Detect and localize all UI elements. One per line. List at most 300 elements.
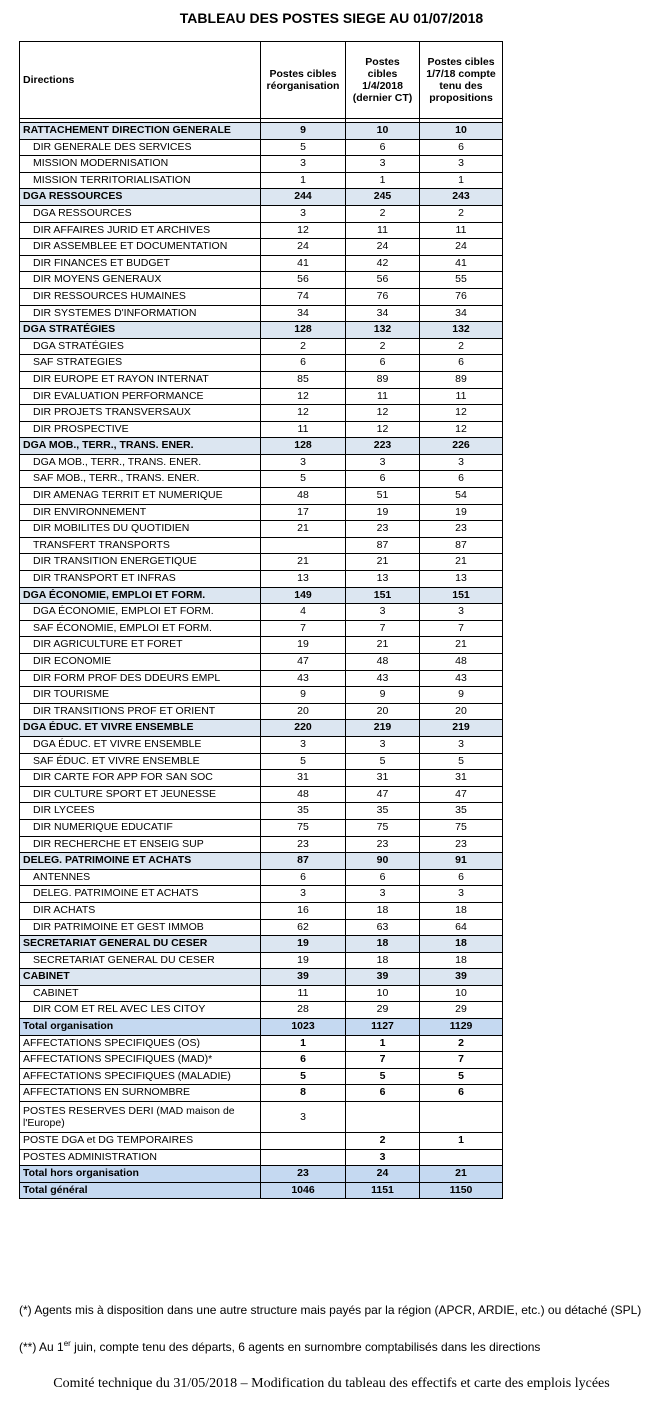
value-reorg xyxy=(261,1133,346,1150)
direction-label: SECRETARIAT GENERAL DU CESER xyxy=(20,936,261,953)
table-row xyxy=(20,604,503,621)
direction-label: CABINET xyxy=(20,969,261,986)
direction-label: DGA MOB., TERR., TRANS. ENER. xyxy=(20,438,261,455)
value-april: 76 xyxy=(346,288,420,305)
value-july: 18 xyxy=(420,952,503,969)
value-april: 43 xyxy=(346,670,420,687)
positions-table xyxy=(19,41,503,1199)
value-july: 3 xyxy=(420,454,503,471)
value-july: 24 xyxy=(420,239,503,256)
value-reorg: 43 xyxy=(261,670,346,687)
value-reorg: 244 xyxy=(261,189,346,206)
value-april: 6 xyxy=(346,139,420,156)
direction-label: AFFECTATIONS SPECIFIQUES (OS) xyxy=(20,1035,261,1052)
value-reorg: 11 xyxy=(261,421,346,438)
direction-label: DIR PROJETS TRANSVERSAUX xyxy=(20,405,261,422)
value-july: 10 xyxy=(420,985,503,1002)
direction-label: DIR ACHATS xyxy=(20,902,261,919)
value-july: 18 xyxy=(420,902,503,919)
direction-label: DIR ENVIRONNEMENT xyxy=(20,504,261,521)
value-april: 151 xyxy=(346,587,420,604)
table-row xyxy=(20,703,503,720)
value-reorg: 17 xyxy=(261,504,346,521)
table-row xyxy=(20,156,503,173)
value-reorg: 3 xyxy=(261,736,346,753)
value-reorg: 75 xyxy=(261,819,346,836)
table-row xyxy=(20,1102,503,1133)
value-reorg: 35 xyxy=(261,803,346,820)
value-april: 219 xyxy=(346,720,420,737)
value-july: 10 xyxy=(420,123,503,140)
direction-label: MISSION MODERNISATION xyxy=(20,156,261,173)
table-row xyxy=(20,172,503,189)
page-footer: Comité technique du 31/05/2018 – Modification du tableau des effectifs et carte des emplois lycées xyxy=(53,1376,610,1391)
value-april: 29 xyxy=(346,1002,420,1019)
value-april: 39 xyxy=(346,969,420,986)
value-april: 21 xyxy=(346,554,420,571)
table-row xyxy=(20,1068,503,1085)
group-row xyxy=(20,322,503,339)
table-row xyxy=(20,272,503,289)
value-july: 1 xyxy=(420,1133,503,1150)
direction-label: SAF ÉCONOMIE, EMPLOI ET FORM. xyxy=(20,620,261,637)
value-april: 21 xyxy=(346,637,420,654)
value-july: 48 xyxy=(420,654,503,671)
value-july: 6 xyxy=(420,355,503,372)
value-july xyxy=(420,1102,503,1133)
value-reorg: 5 xyxy=(261,753,346,770)
value-reorg: 4 xyxy=(261,604,346,621)
value-july xyxy=(420,1149,503,1166)
direction-label: DGA ÉCONOMIE, EMPLOI ET FORM. xyxy=(20,587,261,604)
value-july: 6 xyxy=(420,139,503,156)
header-target-july: Postes cibles 1/7/18 compte tenu des propositions xyxy=(420,42,503,119)
value-reorg: 6 xyxy=(261,1052,346,1069)
value-april: 47 xyxy=(346,786,420,803)
value-april: 18 xyxy=(346,952,420,969)
value-reorg: 6 xyxy=(261,355,346,372)
value-april: 3 xyxy=(346,886,420,903)
direction-label: DGA ÉDUC. ET VIVRE ENSEMBLE xyxy=(20,720,261,737)
value-april: 19 xyxy=(346,504,420,521)
table-row xyxy=(20,388,503,405)
value-reorg: 7 xyxy=(261,620,346,637)
value-reorg: 5 xyxy=(261,471,346,488)
value-july: 1150 xyxy=(420,1182,503,1199)
table-row xyxy=(20,869,503,886)
table-row xyxy=(20,504,503,521)
value-april: 2 xyxy=(346,205,420,222)
value-april: 3 xyxy=(346,604,420,621)
value-april: 2 xyxy=(346,338,420,355)
value-reorg: 41 xyxy=(261,255,346,272)
value-april: 5 xyxy=(346,1068,420,1085)
table-row xyxy=(20,919,503,936)
value-reorg xyxy=(261,1149,346,1166)
direction-label: POSTES RESERVES DERI (MAD maison de l'Europe) xyxy=(20,1102,261,1133)
value-reorg: 1 xyxy=(261,1035,346,1052)
value-reorg: 6 xyxy=(261,869,346,886)
direction-label: DIR NUMERIQUE EDUCATIF xyxy=(20,819,261,836)
value-july: 1 xyxy=(420,172,503,189)
value-reorg: 56 xyxy=(261,272,346,289)
value-reorg: 149 xyxy=(261,587,346,604)
value-april: 11 xyxy=(346,388,420,405)
direction-label: DIR EVALUATION PERFORMANCE xyxy=(20,388,261,405)
value-april: 90 xyxy=(346,853,420,870)
value-reorg: 1 xyxy=(261,172,346,189)
table-row xyxy=(20,770,503,787)
direction-label: SECRETARIAT GENERAL DU CESER xyxy=(20,952,261,969)
total-row xyxy=(20,1019,503,1036)
value-april: 10 xyxy=(346,985,420,1002)
value-april: 245 xyxy=(346,189,420,206)
value-reorg: 19 xyxy=(261,936,346,953)
value-reorg: 12 xyxy=(261,222,346,239)
direction-label: DGA STRATÉGIES xyxy=(20,322,261,339)
direction-label: DIR MOBILITES DU QUOTIDIEN xyxy=(20,521,261,538)
value-july: 21 xyxy=(420,637,503,654)
direction-label: DIR ASSEMBLEE ET DOCUMENTATION xyxy=(20,239,261,256)
direction-label: DIR AGRICULTURE ET FORET xyxy=(20,637,261,654)
table-row xyxy=(20,753,503,770)
table-row xyxy=(20,338,503,355)
value-july: 35 xyxy=(420,803,503,820)
value-april: 11 xyxy=(346,222,420,239)
header-directions: Directions xyxy=(20,42,261,119)
value-july: 3 xyxy=(420,156,503,173)
direction-label: POSTES ADMINISTRATION xyxy=(20,1149,261,1166)
value-reorg: 9 xyxy=(261,123,346,140)
value-july: 2 xyxy=(420,338,503,355)
value-april: 1 xyxy=(346,1035,420,1052)
value-reorg: 11 xyxy=(261,985,346,1002)
value-july: 87 xyxy=(420,537,503,554)
direction-label: DIR FORM PROF DES DDEURS EMPL xyxy=(20,670,261,687)
value-april: 6 xyxy=(346,1085,420,1102)
table-row xyxy=(20,255,503,272)
value-april: 18 xyxy=(346,902,420,919)
value-july: 7 xyxy=(420,620,503,637)
direction-label: RATTACHEMENT DIRECTION GENERALE xyxy=(20,123,261,140)
value-reorg: 12 xyxy=(261,388,346,405)
value-april: 132 xyxy=(346,322,420,339)
table-row xyxy=(20,819,503,836)
direction-label: DIR CARTE FOR APP FOR SAN SOC xyxy=(20,770,261,787)
value-reorg: 8 xyxy=(261,1085,346,1102)
value-reorg: 87 xyxy=(261,853,346,870)
value-july: 23 xyxy=(420,521,503,538)
value-april: 7 xyxy=(346,1052,420,1069)
value-reorg: 128 xyxy=(261,438,346,455)
value-april: 48 xyxy=(346,654,420,671)
value-april: 87 xyxy=(346,537,420,554)
direction-label: Total général xyxy=(20,1182,261,1199)
direction-label: SAF MOB., TERR., TRANS. ENER. xyxy=(20,471,261,488)
value-july: 6 xyxy=(420,869,503,886)
direction-label: DIR TOURISME xyxy=(20,687,261,704)
value-april: 1 xyxy=(346,172,420,189)
value-reorg: 13 xyxy=(261,571,346,588)
value-reorg: 47 xyxy=(261,654,346,671)
table-row xyxy=(20,305,503,322)
value-july: 89 xyxy=(420,371,503,388)
value-reorg: 3 xyxy=(261,886,346,903)
header-target-reorg: Postes cibles réorganisation xyxy=(261,42,346,119)
group-row xyxy=(20,587,503,604)
value-april: 42 xyxy=(346,255,420,272)
table-row xyxy=(20,222,503,239)
direction-label: Total hors organisation xyxy=(20,1166,261,1183)
direction-label: DIR MOYENS GENERAUX xyxy=(20,272,261,289)
table-row xyxy=(20,537,503,554)
table-row xyxy=(20,205,503,222)
direction-label: DELEG. PATRIMOINE ET ACHATS xyxy=(20,853,261,870)
value-reorg: 5 xyxy=(261,1068,346,1085)
value-april: 13 xyxy=(346,571,420,588)
table-row xyxy=(20,355,503,372)
footnote-2-prefix: (**) Au 1 xyxy=(19,1340,64,1354)
table-row xyxy=(20,405,503,422)
value-reorg: 28 xyxy=(261,1002,346,1019)
value-july: 6 xyxy=(420,471,503,488)
value-april: 34 xyxy=(346,305,420,322)
value-reorg: 3 xyxy=(261,156,346,173)
direction-label: DGA MOB., TERR., TRANS. ENER. xyxy=(20,454,261,471)
value-reorg: 12 xyxy=(261,405,346,422)
value-july: 75 xyxy=(420,819,503,836)
table-row xyxy=(20,985,503,1002)
value-april: 63 xyxy=(346,919,420,936)
value-july: 6 xyxy=(420,1085,503,1102)
direction-label: DIR GENERALE DES SERVICES xyxy=(20,139,261,156)
direction-label: MISSION TERRITORIALISATION xyxy=(20,172,261,189)
direction-label: DGA ÉCONOMIE, EMPLOI ET FORM. xyxy=(20,604,261,621)
table-row xyxy=(20,736,503,753)
table-row xyxy=(20,687,503,704)
value-april: 89 xyxy=(346,371,420,388)
value-reorg: 23 xyxy=(261,836,346,853)
table-row xyxy=(20,454,503,471)
value-reorg: 74 xyxy=(261,288,346,305)
value-april: 3 xyxy=(346,156,420,173)
table-row xyxy=(20,554,503,571)
table-row xyxy=(20,886,503,903)
table-row xyxy=(20,952,503,969)
value-july: 7 xyxy=(420,1052,503,1069)
direction-label: DIR RESSOURCES HUMAINES xyxy=(20,288,261,305)
direction-label: DIR LYCEES xyxy=(20,803,261,820)
header-target-april: Postes cibles 1/4/2018 (dernier CT) xyxy=(346,42,420,119)
value-reorg: 21 xyxy=(261,554,346,571)
value-july: 3 xyxy=(420,736,503,753)
value-july: 18 xyxy=(420,936,503,953)
value-reorg: 34 xyxy=(261,305,346,322)
value-reorg: 19 xyxy=(261,952,346,969)
value-april: 23 xyxy=(346,521,420,538)
value-july: 23 xyxy=(420,836,503,853)
value-reorg: 21 xyxy=(261,521,346,538)
value-july: 243 xyxy=(420,189,503,206)
value-july: 3 xyxy=(420,886,503,903)
direction-label: POSTE DGA et DG TEMPORAIRES xyxy=(20,1133,261,1150)
direction-label: DGA RESSOURCES xyxy=(20,205,261,222)
value-reorg: 2 xyxy=(261,338,346,355)
direction-label: ANTENNES xyxy=(20,869,261,886)
value-april: 12 xyxy=(346,421,420,438)
group-row xyxy=(20,853,503,870)
table-row xyxy=(20,670,503,687)
direction-label: AFFECTATIONS SPECIFIQUES (MAD)* xyxy=(20,1052,261,1069)
value-april: 3 xyxy=(346,736,420,753)
direction-label: DELEG. PATRIMOINE ET ACHATS xyxy=(20,886,261,903)
value-reorg: 24 xyxy=(261,239,346,256)
table-row xyxy=(20,571,503,588)
value-july: 5 xyxy=(420,753,503,770)
header-row xyxy=(20,42,503,119)
direction-label: Total organisation xyxy=(20,1019,261,1036)
value-july: 43 xyxy=(420,670,503,687)
table-row xyxy=(20,1085,503,1102)
value-april: 18 xyxy=(346,936,420,953)
value-april xyxy=(346,1102,420,1133)
group-row xyxy=(20,936,503,953)
value-july: 219 xyxy=(420,720,503,737)
value-april: 24 xyxy=(346,239,420,256)
value-april: 24 xyxy=(346,1166,420,1183)
value-july: 9 xyxy=(420,687,503,704)
value-april: 5 xyxy=(346,753,420,770)
table-row xyxy=(20,786,503,803)
table-row xyxy=(20,637,503,654)
table-row xyxy=(20,1052,503,1069)
table-row xyxy=(20,288,503,305)
direction-label: DIR EUROPE ET RAYON INTERNAT xyxy=(20,371,261,388)
footnote-2-sup: er xyxy=(63,1339,71,1348)
table-row xyxy=(20,1002,503,1019)
value-april: 56 xyxy=(346,272,420,289)
table-row xyxy=(20,1133,503,1150)
value-july: 5 xyxy=(420,1068,503,1085)
table-row xyxy=(20,902,503,919)
value-april: 10 xyxy=(346,123,420,140)
value-reorg: 85 xyxy=(261,371,346,388)
value-reorg: 9 xyxy=(261,687,346,704)
value-july: 47 xyxy=(420,786,503,803)
table-row xyxy=(20,488,503,505)
value-july: 55 xyxy=(420,272,503,289)
value-reorg: 48 xyxy=(261,786,346,803)
value-reorg: 16 xyxy=(261,902,346,919)
value-reorg: 1023 xyxy=(261,1019,346,1036)
value-reorg: 3 xyxy=(261,1102,346,1133)
value-april: 35 xyxy=(346,803,420,820)
table-row xyxy=(20,371,503,388)
group-row xyxy=(20,720,503,737)
value-july: 11 xyxy=(420,388,503,405)
value-april: 6 xyxy=(346,869,420,886)
direction-label: CABINET xyxy=(20,985,261,1002)
footnote-2 xyxy=(19,1336,659,1355)
group-row xyxy=(20,123,503,140)
direction-label: DIR TRANSPORT ET INFRAS xyxy=(20,571,261,588)
direction-label: DIR RECHERCHE ET ENSEIG SUP xyxy=(20,836,261,853)
value-july: 12 xyxy=(420,405,503,422)
value-april: 23 xyxy=(346,836,420,853)
footnote-2-rest: juin, compte tenu des départs, 6 agents en surnombre comptabilisés dans les directions xyxy=(70,1340,541,1354)
value-april: 2 xyxy=(346,1133,420,1150)
group-row xyxy=(20,969,503,986)
total-row xyxy=(20,1166,503,1183)
direction-label: DIR AFFAIRES JURID ET ARCHIVES xyxy=(20,222,261,239)
value-reorg: 31 xyxy=(261,770,346,787)
page-title: TABLEAU DES POSTES SIEGE AU 01/07/2018 xyxy=(179,10,484,26)
value-reorg: 128 xyxy=(261,322,346,339)
value-july: 76 xyxy=(420,288,503,305)
value-reorg: 19 xyxy=(261,637,346,654)
value-reorg: 23 xyxy=(261,1166,346,1183)
value-reorg: 62 xyxy=(261,919,346,936)
table-row xyxy=(20,139,503,156)
value-reorg: 48 xyxy=(261,488,346,505)
value-reorg: 20 xyxy=(261,703,346,720)
value-april: 51 xyxy=(346,488,420,505)
value-april: 20 xyxy=(346,703,420,720)
table-row xyxy=(20,654,503,671)
direction-label: DIR TRANSITIONS PROF ET ORIENT xyxy=(20,703,261,720)
value-april: 12 xyxy=(346,405,420,422)
table-row xyxy=(20,1149,503,1166)
value-july: 11 xyxy=(420,222,503,239)
table-row xyxy=(20,620,503,637)
direction-label: DIR PROSPECTIVE xyxy=(20,421,261,438)
value-april: 9 xyxy=(346,687,420,704)
direction-label: AFFECTATIONS SPECIFIQUES (MALADIE) xyxy=(20,1068,261,1085)
value-reorg: 3 xyxy=(261,454,346,471)
value-april: 1151 xyxy=(346,1182,420,1199)
direction-label: DIR COM ET REL AVEC LES CITOY xyxy=(20,1002,261,1019)
value-april: 223 xyxy=(346,438,420,455)
value-reorg: 1046 xyxy=(261,1182,346,1199)
value-april: 75 xyxy=(346,819,420,836)
value-july: 21 xyxy=(420,1166,503,1183)
table-row xyxy=(20,521,503,538)
value-july: 91 xyxy=(420,853,503,870)
direction-label: DIR TRANSITION ENERGETIQUE xyxy=(20,554,261,571)
direction-label: DIR SYSTEMES D'INFORMATION xyxy=(20,305,261,322)
value-july: 54 xyxy=(420,488,503,505)
value-july: 21 xyxy=(420,554,503,571)
value-april: 3 xyxy=(346,1149,420,1166)
direction-label: DGA ÉDUC. ET VIVRE ENSEMBLE xyxy=(20,736,261,753)
value-july: 13 xyxy=(420,571,503,588)
direction-label: DIR AMENAG TERRIT ET NUMERIQUE xyxy=(20,488,261,505)
direction-label: SAF ÉDUC. ET VIVRE ENSEMBLE xyxy=(20,753,261,770)
table-row xyxy=(20,239,503,256)
value-july: 31 xyxy=(420,770,503,787)
value-july: 226 xyxy=(420,438,503,455)
total-row xyxy=(20,1182,503,1199)
value-july: 12 xyxy=(420,421,503,438)
value-july: 1129 xyxy=(420,1019,503,1036)
direction-label: DIR CULTURE SPORT ET JEUNESSE xyxy=(20,786,261,803)
direction-label: AFFECTATIONS EN SURNOMBRE xyxy=(20,1085,261,1102)
direction-label: DIR ECONOMIE xyxy=(20,654,261,671)
value-april: 1127 xyxy=(346,1019,420,1036)
direction-label: TRANSFERT TRANSPORTS xyxy=(20,537,261,554)
table-row xyxy=(20,803,503,820)
value-april: 6 xyxy=(346,355,420,372)
